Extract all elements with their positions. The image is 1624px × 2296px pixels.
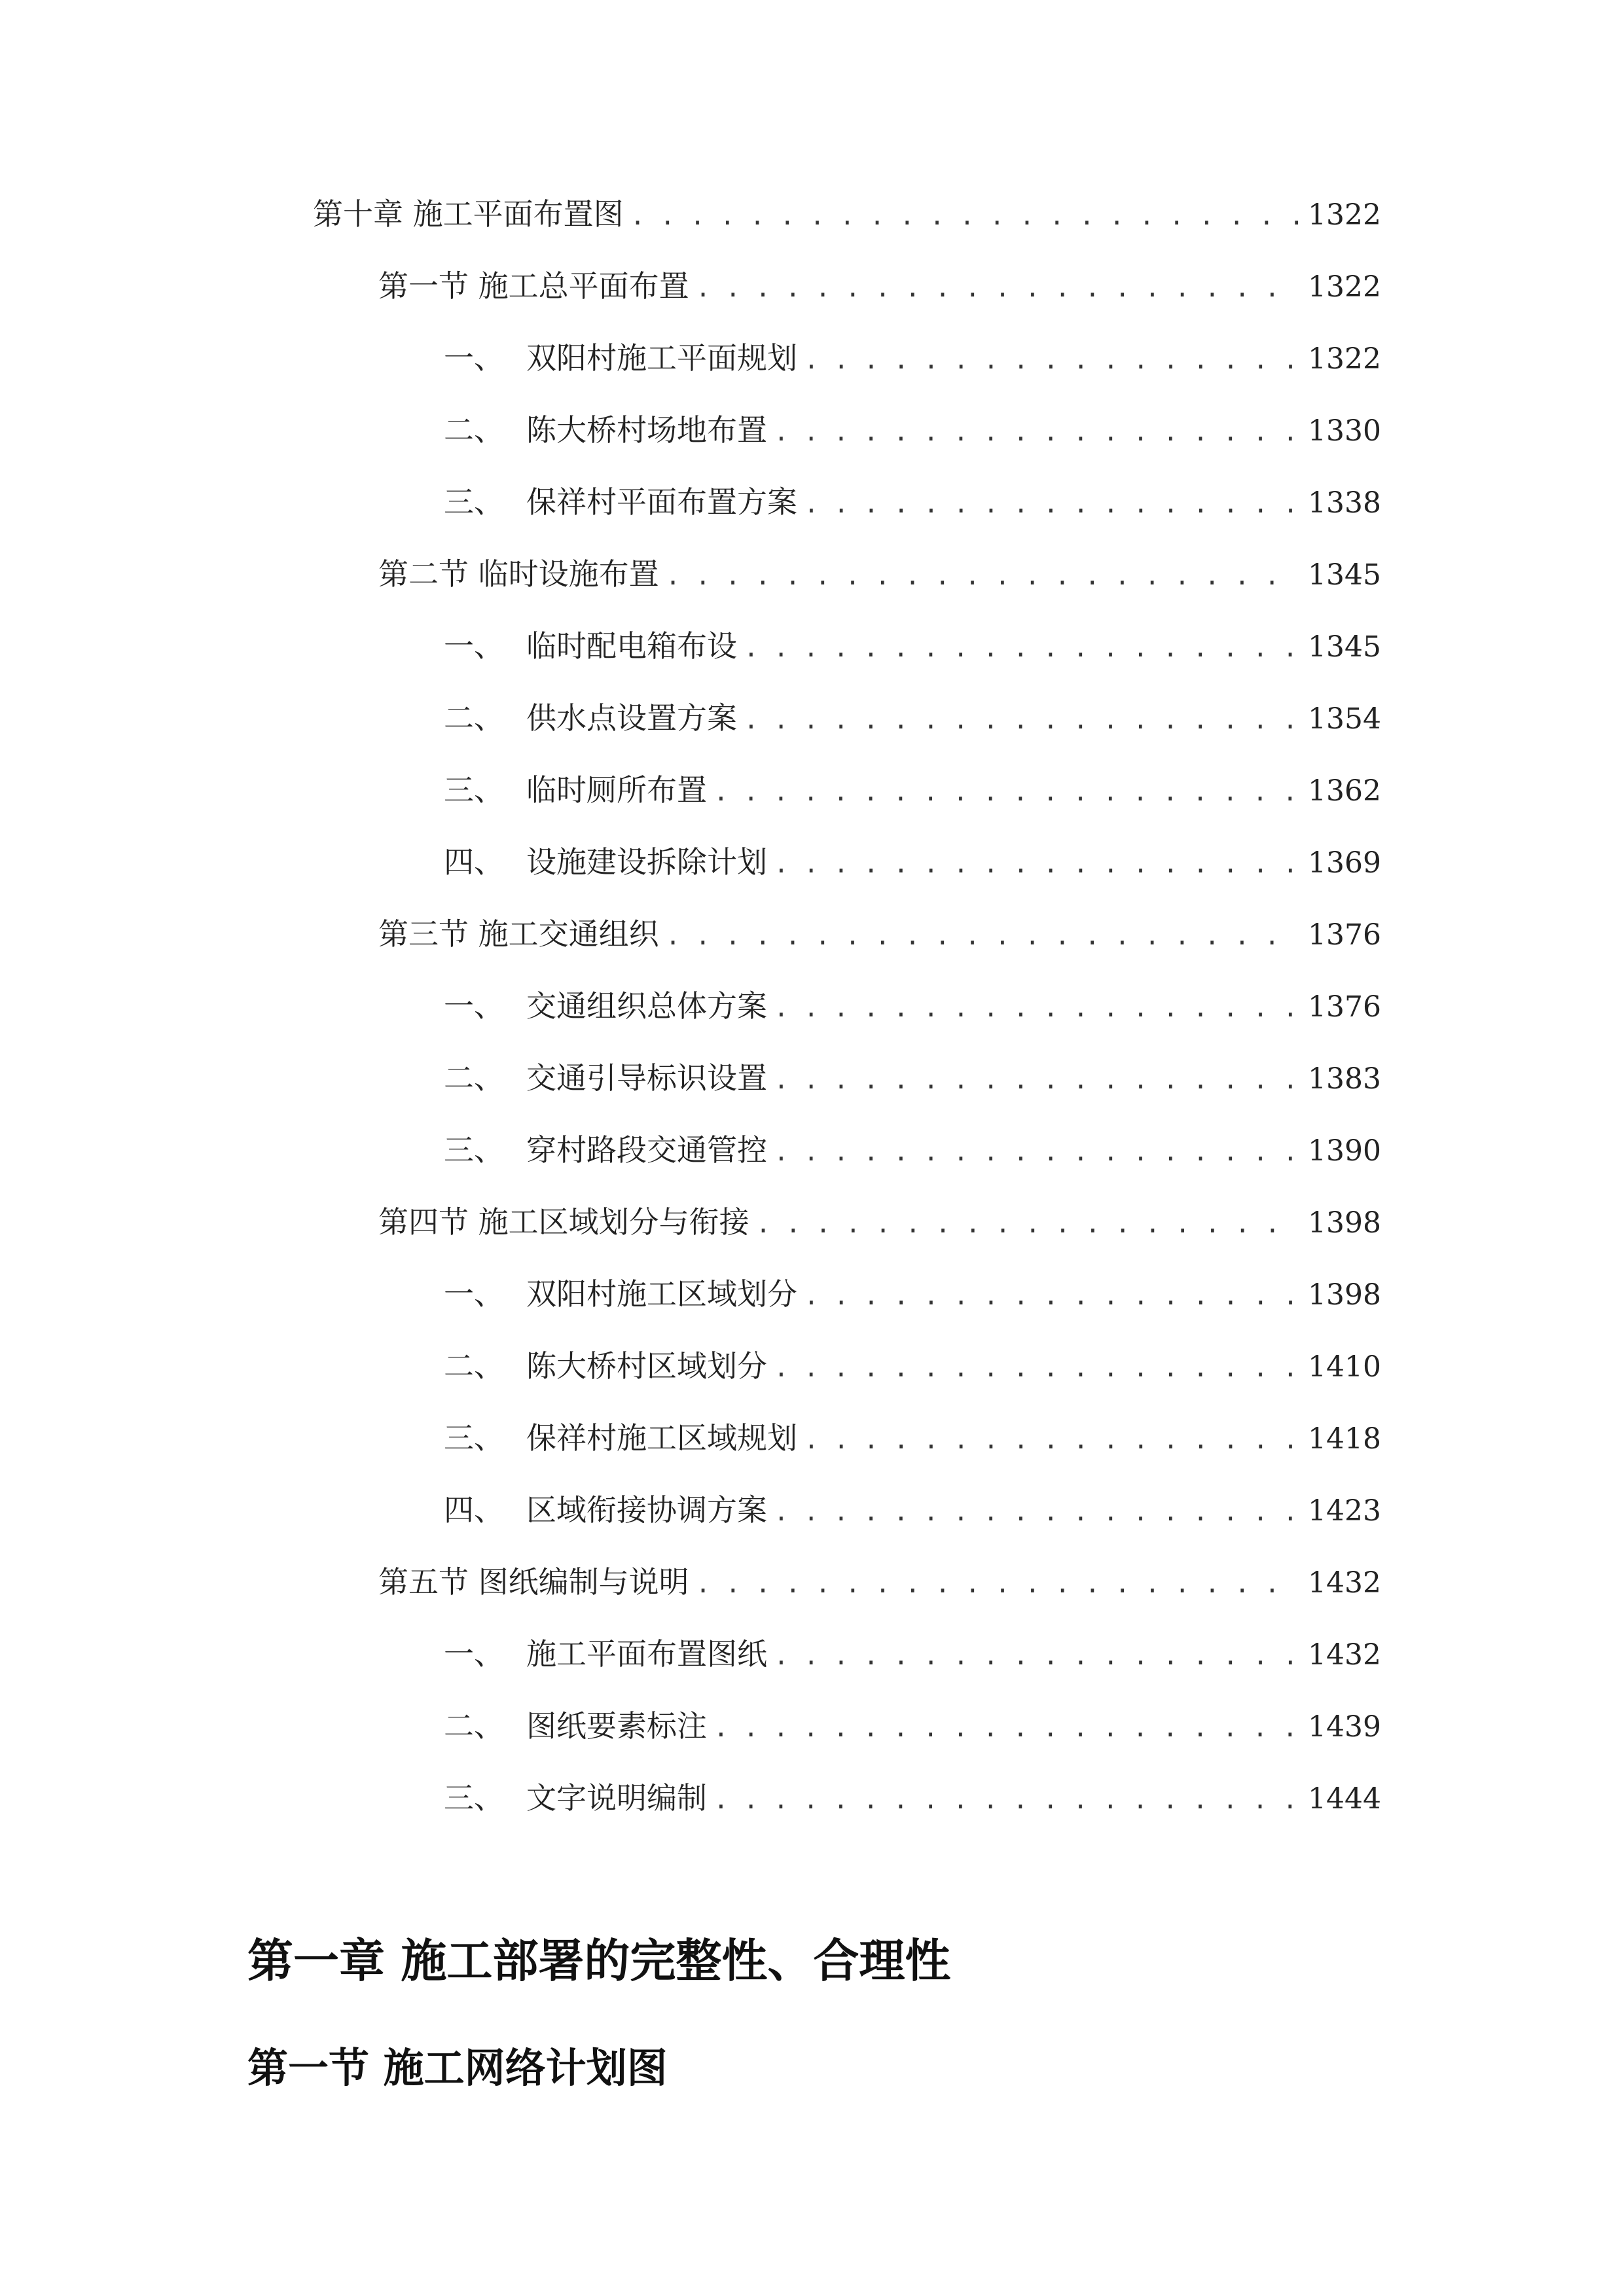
toc-page-number: 1345 [1308,630,1381,664]
toc-item-number: 四、 [444,1492,504,1528]
toc-entry-title: 陈大桥村区域划分 [526,1348,767,1384]
toc-entry-title: 区域衔接协调方案 [526,1492,767,1528]
toc-section-3[interactable] [378,911,1381,957]
toc-page-number: 1432 [1308,1566,1381,1600]
toc-entry-title: 穿村路段交通管控 [526,1132,767,1168]
toc-leader-dots [713,1777,1300,1821]
toc-page-number: 1330 [1308,414,1381,448]
toc-item-number: 一、 [444,988,504,1024]
toc-section-2[interactable] [378,551,1381,597]
toc-page-number: 1354 [1308,702,1381,736]
toc-item-number: 一、 [444,340,504,376]
toc-item[interactable] [444,1055,1381,1101]
toc-entry-title: 双阳村施工区域划分 [526,1276,797,1312]
toc-page-number: 1439 [1308,1710,1381,1744]
toc-item-number: 三、 [444,1420,504,1456]
toc-page-number: 1338 [1308,486,1381,520]
toc-entry-title: 第十章 施工平面布置图 [313,196,624,232]
toc-entry-title: 第五节 图纸编制与说明 [378,1564,689,1600]
toc-item-number: 二、 [444,412,504,448]
toc-entry-title: 设施建设拆除计划 [526,844,767,880]
toc-item-number: 三、 [444,1132,504,1168]
toc-entry-title: 图纸要素标注 [526,1708,707,1744]
toc-entry-title: 临时配电箱布设 [526,628,737,664]
toc-item[interactable] [444,1703,1381,1749]
toc-item[interactable] [444,479,1381,525]
toc-section-4[interactable] [378,1199,1381,1245]
toc-item[interactable] [444,1775,1381,1821]
toc-entry-title: 文字说明编制 [526,1780,707,1816]
toc-page-number: 1322 [1308,198,1381,232]
toc-leader-dots [774,1489,1300,1533]
toc-page-number: 1345 [1308,558,1381,592]
toc-leader-dots [666,913,1300,957]
section-heading: 第一节 施工网络计划图 [247,2044,668,2092]
toc-leader-dots [666,553,1300,597]
toc-entry-title: 交通组织总体方案 [526,988,767,1024]
toc-page-number: 1410 [1308,1350,1381,1384]
toc-entry-title: 交通引导标识设置 [526,1060,767,1096]
toc-item-number: 一、 [444,1636,504,1672]
toc-item-number: 二、 [444,1348,504,1384]
toc-leader-dots [774,1129,1300,1173]
toc-page-number: 1398 [1308,1278,1381,1312]
toc-entry-title: 供水点设置方案 [526,700,737,736]
toc-page-number: 1383 [1308,1062,1381,1096]
toc-entry-title: 临时厕所布置 [526,772,707,808]
toc-item[interactable] [444,767,1381,813]
toc-entry-title: 保祥村施工区域规划 [526,1420,797,1456]
toc-page-number: 1362 [1308,774,1381,808]
toc-item[interactable] [444,1415,1381,1461]
toc-leader-dots [696,1561,1300,1605]
toc-leader-dots [774,1345,1300,1389]
toc-leader-dots [756,1201,1300,1245]
toc-page-number: 1444 [1308,1782,1381,1816]
toc-item[interactable] [444,1631,1381,1677]
toc-leader-dots [804,1273,1300,1317]
toc-page-number: 1418 [1308,1422,1381,1456]
toc-entry-title: 施工平面布置图纸 [526,1636,767,1672]
toc-leader-dots [804,481,1300,525]
toc-leader-dots [774,841,1300,885]
toc-entry-title: 第二节 临时设施布置 [378,556,659,592]
toc-item[interactable] [444,1487,1381,1533]
toc-item-number: 三、 [444,484,504,520]
toc-item[interactable] [444,623,1381,669]
toc-entry-title: 第三节 施工交通组织 [378,916,659,952]
toc-item-number: 三、 [444,772,504,808]
toc-item-number: 一、 [444,628,504,664]
toc-item[interactable] [444,1127,1381,1173]
toc-page-number: 1369 [1308,846,1381,880]
toc-item[interactable] [444,983,1381,1029]
toc-entry-title: 保祥村平面布置方案 [526,484,797,520]
toc-entry-title: 第一节 施工总平面布置 [378,268,689,304]
toc-item[interactable] [444,1271,1381,1317]
toc-page-number: 1376 [1308,918,1381,952]
toc-leader-dots [774,1057,1300,1101]
toc-item[interactable] [444,695,1381,741]
toc-item-number: 三、 [444,1780,504,1816]
toc-section-5[interactable] [378,1559,1381,1605]
toc-leader-dots [774,409,1300,453]
toc-leader-dots [744,697,1300,741]
toc-page-number: 1398 [1308,1206,1381,1240]
toc-leader-dots [696,265,1300,309]
toc-leader-dots [630,193,1300,237]
chapter-heading: 第一章 施工部署的完整性、合理性 [247,1934,951,1988]
toc-page-number: 1390 [1308,1134,1381,1168]
toc-page-number: 1423 [1308,1494,1381,1528]
toc-page-number: 1432 [1308,1638,1381,1672]
toc-leader-dots [774,985,1300,1029]
toc-item-number: 二、 [444,1708,504,1744]
toc-leader-dots [713,1705,1300,1749]
toc-item-number: 二、 [444,700,504,736]
toc-page-number: 1376 [1308,990,1381,1024]
toc-leader-dots [804,337,1300,381]
toc-page-number: 1322 [1308,270,1381,304]
toc-entry-title: 第四节 施工区域划分与衔接 [378,1204,749,1240]
toc-item-number: 二、 [444,1060,504,1096]
toc-page-number: 1322 [1308,342,1381,376]
toc-leader-dots [713,769,1300,813]
toc-item[interactable] [444,407,1381,453]
toc-leader-dots [744,625,1300,669]
toc-item-number: 一、 [444,1276,504,1312]
toc-entry-title: 陈大桥村场地布置 [526,412,767,448]
toc-leader-dots [804,1417,1300,1461]
toc-item[interactable] [444,1343,1381,1389]
toc-item-number: 四、 [444,844,504,880]
toc-leader-dots [774,1633,1300,1677]
toc-chapter-10[interactable] [313,191,1381,237]
toc-item[interactable] [444,839,1381,885]
toc-entry-title: 双阳村施工平面规划 [526,340,797,376]
toc-item[interactable] [444,335,1381,381]
toc-section-1[interactable] [378,263,1381,309]
